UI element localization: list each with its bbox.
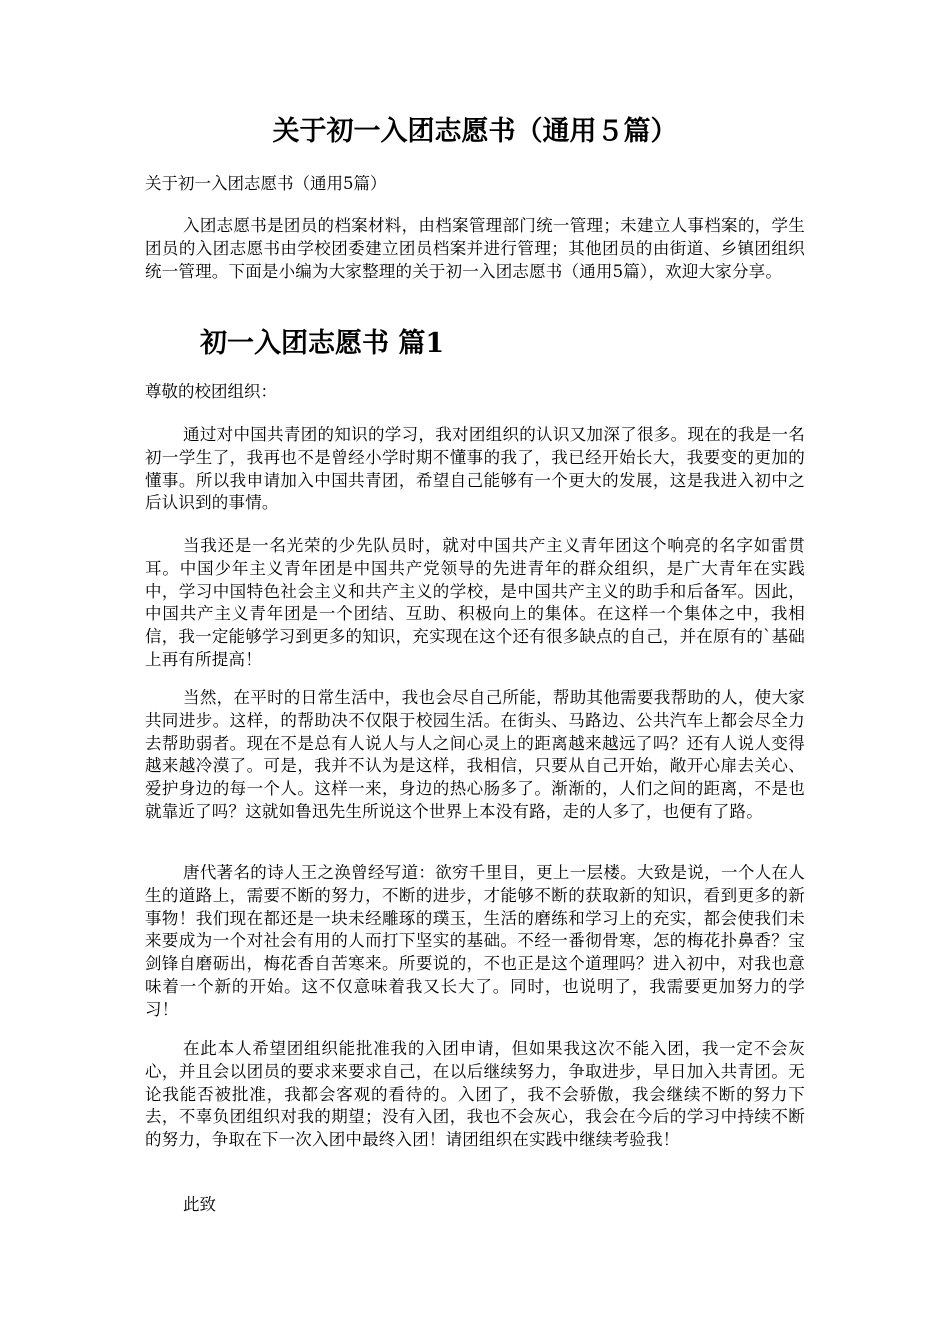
document-title: 关于初一入团志愿书（通用５篇） <box>272 116 678 147</box>
body-paragraph-5: 在此本人希望团组织能批准我的入团申请，但如果我这次不能入团，我一定不会灰心，并且会以团员的要求来要求自己，在以后继续努力，争取进步，早日加入共青团。无论我能否被批准，我都会客观的看待的。入团了，我不会骄傲，我会继续不断的努力下去，不辜负团组织对我的期望；没有入团，我也不会灰心，我会在今后的学习中持续不断的努力，争取在下一次入团中最终入团！请团组织在实践中继续考验我！ <box>145 1039 805 1150</box>
letter-greeting: 尊敬的校团组织： <box>145 382 277 401</box>
body-paragraph-2: 当我还是一名光荣的少先队员时，就对中国共产主义青年团这个响亮的名字如雷贯耳。中国少年主义青年团是中国共产党领导的先进青年的群众组织，是广大青年在实践中，学习中国特色社会主义和共产主义的学校，是中国共产主义的助手和后备军。因此，中国共产主义青年团是一个团结、互助、积极向上的集体。在这样一个集体之中，我相信，我一定能够学习到更多的知识，充实现在这个还有很多缺点的自己，并在原有的`基础上再有所提高！ <box>145 536 805 669</box>
body-paragraph-1: 通过对中国共青团的知识的学习，我对团组织的认识又加深了很多。现在的我是一名初一学生了，我再也不是曾经小学时期不懂事的我了，我已经开始长大，我要变的更加的懂事。所以我申请加入中国共青团，希望自己能够有一个更大的发展，这是我进入初中之后认识到的事情。 <box>145 425 805 513</box>
letter-closing: 此致 <box>183 1195 216 1214</box>
document-subtitle: 关于初一入团志愿书（通用5篇） <box>145 174 387 193</box>
intro-paragraph: 入团志愿书是团员的档案材料，由档案管理部门统一管理；未建立人事档案的，学生团员的入团志愿书由学校团委建立团员档案并进行管理；其他团员的由街道、乡镇团组织统一管理。下面是小编为大家整理的关于初一入团志愿书（通用5篇），欢迎大家分享。 <box>145 216 805 281</box>
section-heading: 初一入团志愿书 篇1 <box>200 328 445 359</box>
body-paragraph-4: 唐代著名的诗人王之涣曾经写道：欲穷千里目，更上一层楼。大致是说，一个人在人生的道路上，需要不断的努力，不断的进步，才能够不断的获取新的知识，看到更多的新事物！我们现在都还是一块未经雕琢的璞玉，生活的磨练和学习上的充实，都会使我们未来要成为一个对社会有用的人而打下坚实的基础。不经一番彻骨寒，怎的梅花扑鼻香？宝剑锋自磨砺出，梅花香自苦寒来。所要说的，不也正是这个道理吗？进入初中，对我也意味着一个新的开始。这不仅意味着我又长大了。同时，也说明了，我需要更加努力的学习！ <box>145 863 805 1019</box>
body-paragraph-3: 当然，在平时的日常生活中，我也会尽自己所能，帮助其他需要我帮助的人，使大家共同进步。这样，的帮助决不仅限于校园生活。在街头、马路边、公共汽车上都会尽全力去帮助弱者。现在不是总有人说人与人之间心灵上的距离越来越远了吗？还有人说人变得越来越冷漠了。可是，我并不认为是这样，我相信，只要从自己开始，敞开心扉去关心、爱护身边的每一个人。这样一来，身边的热心肠多了。渐渐的，人们之间的距离，不是也就靠近了吗？这就如鲁迅先生所说这个世界上本没有路，走的人多了，也便有了路。 <box>145 688 805 821</box>
